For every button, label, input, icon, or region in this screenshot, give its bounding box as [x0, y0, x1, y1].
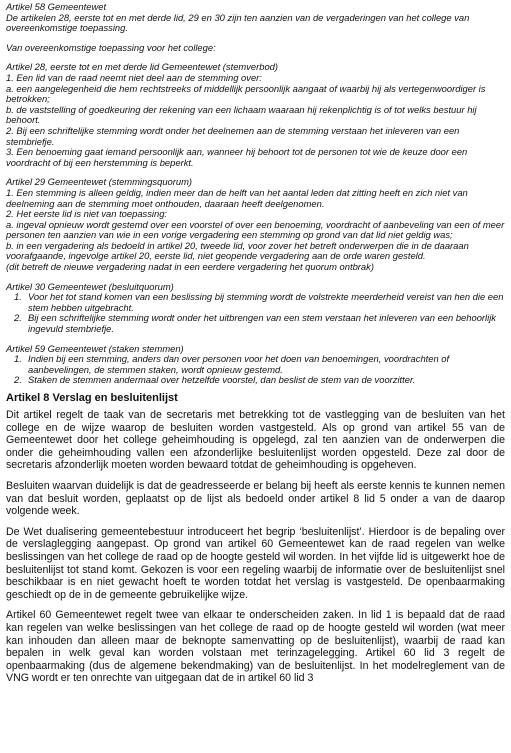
article-29-line: a. ingeval opnieuw wordt gestemd over een voorstel of over een benoeming, voordracht of aanbeveling van een of meer personen ten aanzien van wie in een vorige vergadering een stemming op grond van dat lid niet geldig was;: [6, 218, 505, 241]
article-59-block: [6, 335, 505, 386]
section-body: [6, 409, 505, 685]
list-item: 2. Bij een schriftelijke stemming wordt onder het uitbrengen van een stem verstaan het inleveren van een behoorlijk ingevuld stembriefje.: [14, 312, 496, 335]
article-29-line: 2. Het eerste lid is niet van toepassing:: [6, 208, 168, 220]
article-28-line: a. een aangelegenheid die hem rechtstreeks of middellijk persoonlijk aangaat of waarbij hij als vertegenwoordiger is betrokken;: [6, 82, 486, 105]
list-item: 2. Staken de stemmen andermaal over hetzelfde voorstel, dan beslist de stem van de voorzitter.: [14, 374, 416, 386]
paragraph: Artikel 60 Gemeentewet regelt twee van elkaar te onderscheiden zaken. In lid 1 is bepaald dat de raad kan regelen van welke beslissingen van het college de raad op de hoogte gesteld wil worden (wat meer kan inhouden dan alleen maar de beknopte samenvatting op de besluitenlijst), waarbij de raad kan bepalen in welk geval kan worden volstaan met terinzagelegging. Artikel 60 lid 3 regelt de openbaarmaking (dus de algemene bekendmaking) van de besluitenlijst. In het modelreglement van de VNG wordt er ten onrechte van uitgegaan dat de in artikel 60 lid 3: [6, 609, 505, 685]
applicability-line: Van overeenkomstige toepassing voor het college:: [6, 41, 216, 53]
article-28-line: 1. Een lid van de raad neemt niet deel aan de stemming over:: [6, 71, 262, 83]
article-28-line: 3. Een benoeming gaat iemand persoonlijk aan, wanneer hij behoort tot de personen tot wie de keuze door een voordracht of bij een herstemming is beperkt.: [6, 146, 468, 168]
article-58-block: [6, 2, 505, 53]
paragraph: De Wet dualisering gemeentebestuur introduceert het begrip ‘besluitenlijst’. Hierdoor is de bepaling over de verslaglegging aangepast. Op grond van artikel 60 Gemeentewet kan de raad regelen van welke beslissingen van het college de raad op de hoogte gesteld wil worden. In het vijfde lid is uitgewerkt hoe de besluitenlijst tot stand komt. Gekozen is voor een regeling waarbij de informatie over de besluitenlijst snel beschikbaar is en niet gewacht hoeft te worden totdat het verslag is vastgesteld. De openbaarmaking geschiedt op de in de gemeente gebruikelijke wijze.: [6, 525, 505, 601]
article-28-title: Artikel 28, eerste tot en met derde lid Gemeentewet (stemverbod): [6, 61, 279, 73]
article-30-block: [6, 273, 505, 335]
paragraph: Dit artikel regelt de taak van de secretaris met betrekking tot de vastlegging van de besluiten van het college en de wijze waarop de besluiten worden vastgesteld. Als op grond van artikel 55 van de Gemeentewet door het college geheimhouding is opgelegd, zal ten aanzien van de onderwerpen die onder die geheimhouding vallen een afzonderlijke besluitenlijst worden opgesteld. Deze zal door de secretaris afzonderlijk moeten worden bewaard totdat de geheimhouding is opgeheven.: [6, 409, 505, 472]
article-28-line: b. de vaststelling of goedkeuring der rekening van een lichaam waaraan hij rekenplichtig is of tot welks bestuur hij behoort.: [6, 103, 477, 126]
section-heading: Artikel 8 Verslag en besluitenlijst: [6, 392, 178, 404]
article-28-block: [6, 53, 505, 168]
article-29-title: Artikel 29 Gemeentewet (stemmingsquorum): [6, 176, 193, 188]
article-30-title: Artikel 30 Gemeentewet (besluitquorum): [6, 280, 174, 292]
article-59-title: Artikel 59 Gemeentewet (staken stemmen): [6, 342, 184, 354]
paragraph: Besluiten waarvan duidelijk is dat de geadresseerde er belang bij heeft als eerste kennis te kunnen nemen van dat besluit worden, geplaatst op de lijst als bedoeld onder artikel 8 lid 5 onder a van de daarop volgende week.: [6, 479, 505, 518]
article-28-line: 2. Bij een schriftelijke stemming wordt onder het deelnemen aan de stemming verstaan het inleveren van een stembriefje.: [6, 124, 460, 147]
article-29-line: b. in een vergadering als bedoeld in artikel 20, tweede lid, voor zover het betreft onderwerpen die in de daaraan voorafgaande, ingevolge artikel 20, eerste lid, niet geopende vergadering aan de orde waren gesteld.: [6, 239, 469, 262]
article-29-block: [6, 168, 505, 272]
article-29-line: (dit betreft de nieuwe vergadering nadat in een eerdere vergadering het quorum ontbrak): [6, 261, 374, 273]
list-item: 1. Indien bij een stemming, anders dan over personen voor het doen van benoemingen, voordrachten of aanbevelingen, de stemmen staken, wordt opnieuw gestemd.: [14, 353, 450, 375]
article-58-title: Artikel 58 Gemeentewet: [6, 1, 107, 12]
article-58-text: De artikelen 28, eerste tot en met derde lid, 29 en 30 zijn ten aanzien van de vergaderingen van het college van overeenkomstige toepassing.: [6, 11, 470, 34]
article-29-line: 1. Een stemming is alleen geldig, indien meer dan de helft van het aantal leden dat zitting heeft en zich niet van deelneming aan de stemming moet onthouden, daaraan heeft deelgenomen.: [6, 186, 468, 209]
list-item: 1. Voor het tot stand komen van een beslissing bij stemming wordt de volstrekte meerderheid vereist van hen die een stem hebben uitgebracht.: [14, 291, 504, 313]
